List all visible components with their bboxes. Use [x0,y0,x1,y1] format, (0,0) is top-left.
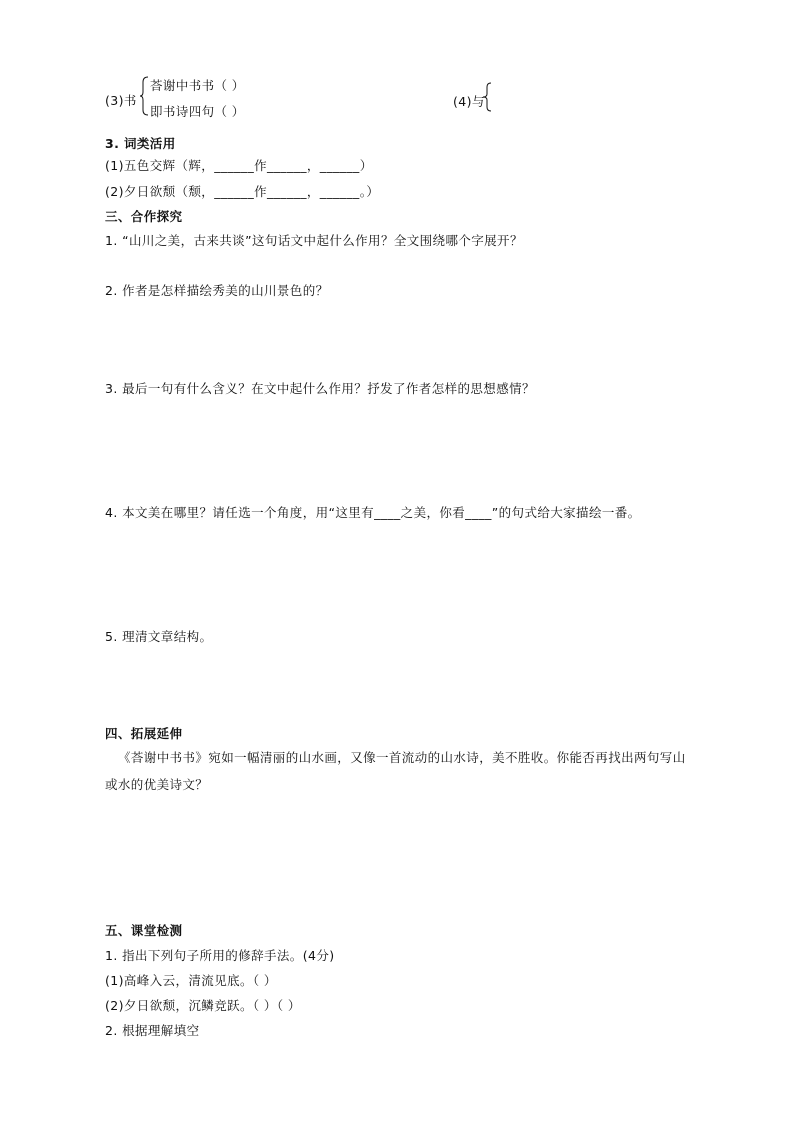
section-title-word-class: 3. 词类活用 [105,136,176,151]
item3-label: (3)书 [105,93,137,108]
brace-icon [139,76,149,116]
sec4-paragraph-line-2: 或水的优美诗文？ [105,777,209,792]
sec3-question-5: 5. 理清文章结构。 [105,629,213,644]
sec3-question-3: 3. 最后一句有什么含义？在文中起什么作用？抒发了作者怎样的思想感情？ [105,381,535,396]
sec5-question-1a: (1)高峰入云，清流见底。（ ） [105,973,277,988]
brace-icon [482,82,492,112]
sec3-question-1: 1. “山川之美，古来共谈”这句话文中起什么作用？全文围绕哪个字展开？ [105,233,523,248]
sec4-paragraph-line-1: 《荅谢中书书》宛如一幅清丽的山水画，又像一首流动的山水诗，美不胜收。你能否再找出两句写山 [118,750,686,765]
item3-option-2: 即书诗四句（ ） [150,104,245,119]
word-class-q2: (2)夕日欲颓（颓，______作______，______。） [105,184,380,199]
section-title-4: 四、拓展延伸 [105,726,183,741]
word-class-q1: (1)五色交辉（辉，______作______，______） [105,158,373,173]
item4-label: (4)与 [453,94,485,109]
sec5-question-2: 2. 根据理解填空 [105,1023,200,1038]
section-title-3: 三、合作探究 [105,209,183,224]
sec3-question-4: 4. 本文美在哪里？请任选一个角度，用“这里有____之美，你看____”的句式给大家描绘一番。 [105,505,641,520]
section-title-5: 五、课堂检测 [105,923,183,938]
sec5-question-1b: (2)夕日欲颓，沉鳞竞跃。（ ）（ ） [105,998,301,1013]
sec5-question-1: 1. 指出下列句子所用的修辞手法。(4分) [105,948,335,963]
item3-option-1: 荅谢中书书（ ） [150,78,245,93]
sec3-question-2: 2. 作者是怎样描绘秀美的山川景色的？ [105,283,329,298]
